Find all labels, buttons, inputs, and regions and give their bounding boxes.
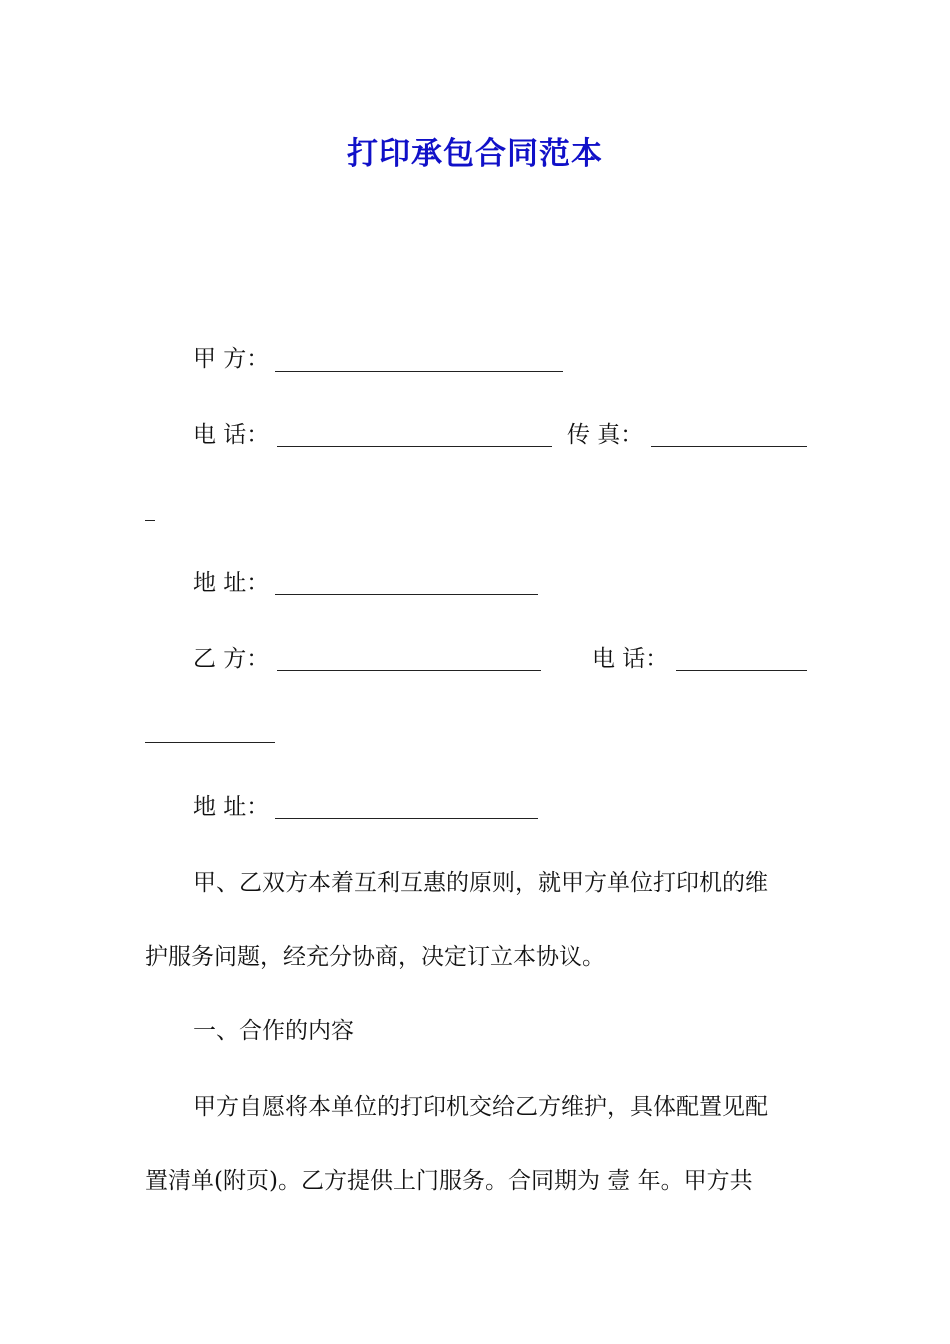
address-b-label: 地 址： — [193, 794, 270, 820]
fax-label: 传 真： — [567, 422, 644, 448]
party-b-blank — [277, 670, 541, 671]
phone-b-label: 电 话： — [592, 646, 669, 672]
intro-line-1: 甲、乙双方本着互利互惠的原则，就甲方单位打印机的维 — [193, 870, 768, 896]
document-title: 打印承包合同范本 — [347, 136, 603, 172]
party-b-label: 乙 方： — [193, 646, 270, 672]
section-1-line-1: 甲方自愿将本单位的打印机交给乙方维护，具体配置见配 — [193, 1094, 768, 1120]
section-1-line-2: 置清单(附页)。乙方提供上门服务。合同期为 壹 年。甲方共 — [145, 1168, 753, 1194]
party-a-blank — [275, 371, 563, 372]
phone-b-blank-continued — [145, 742, 275, 743]
section-1-heading: 一、合作的内容 — [193, 1018, 354, 1044]
phone-a-blank — [277, 446, 552, 447]
phone-a-label: 电 话： — [193, 422, 270, 448]
address-a-label: 地 址： — [193, 570, 270, 596]
address-a-blank — [275, 594, 538, 595]
fax-blank — [651, 446, 807, 447]
address-b-blank — [275, 818, 538, 819]
phone-b-blank — [676, 670, 807, 671]
intro-line-2: 护服务问题，经充分协商，决定订立本协议。 — [145, 944, 605, 970]
fax-blank-continued — [145, 520, 155, 521]
party-a-label: 甲 方： — [193, 346, 270, 372]
